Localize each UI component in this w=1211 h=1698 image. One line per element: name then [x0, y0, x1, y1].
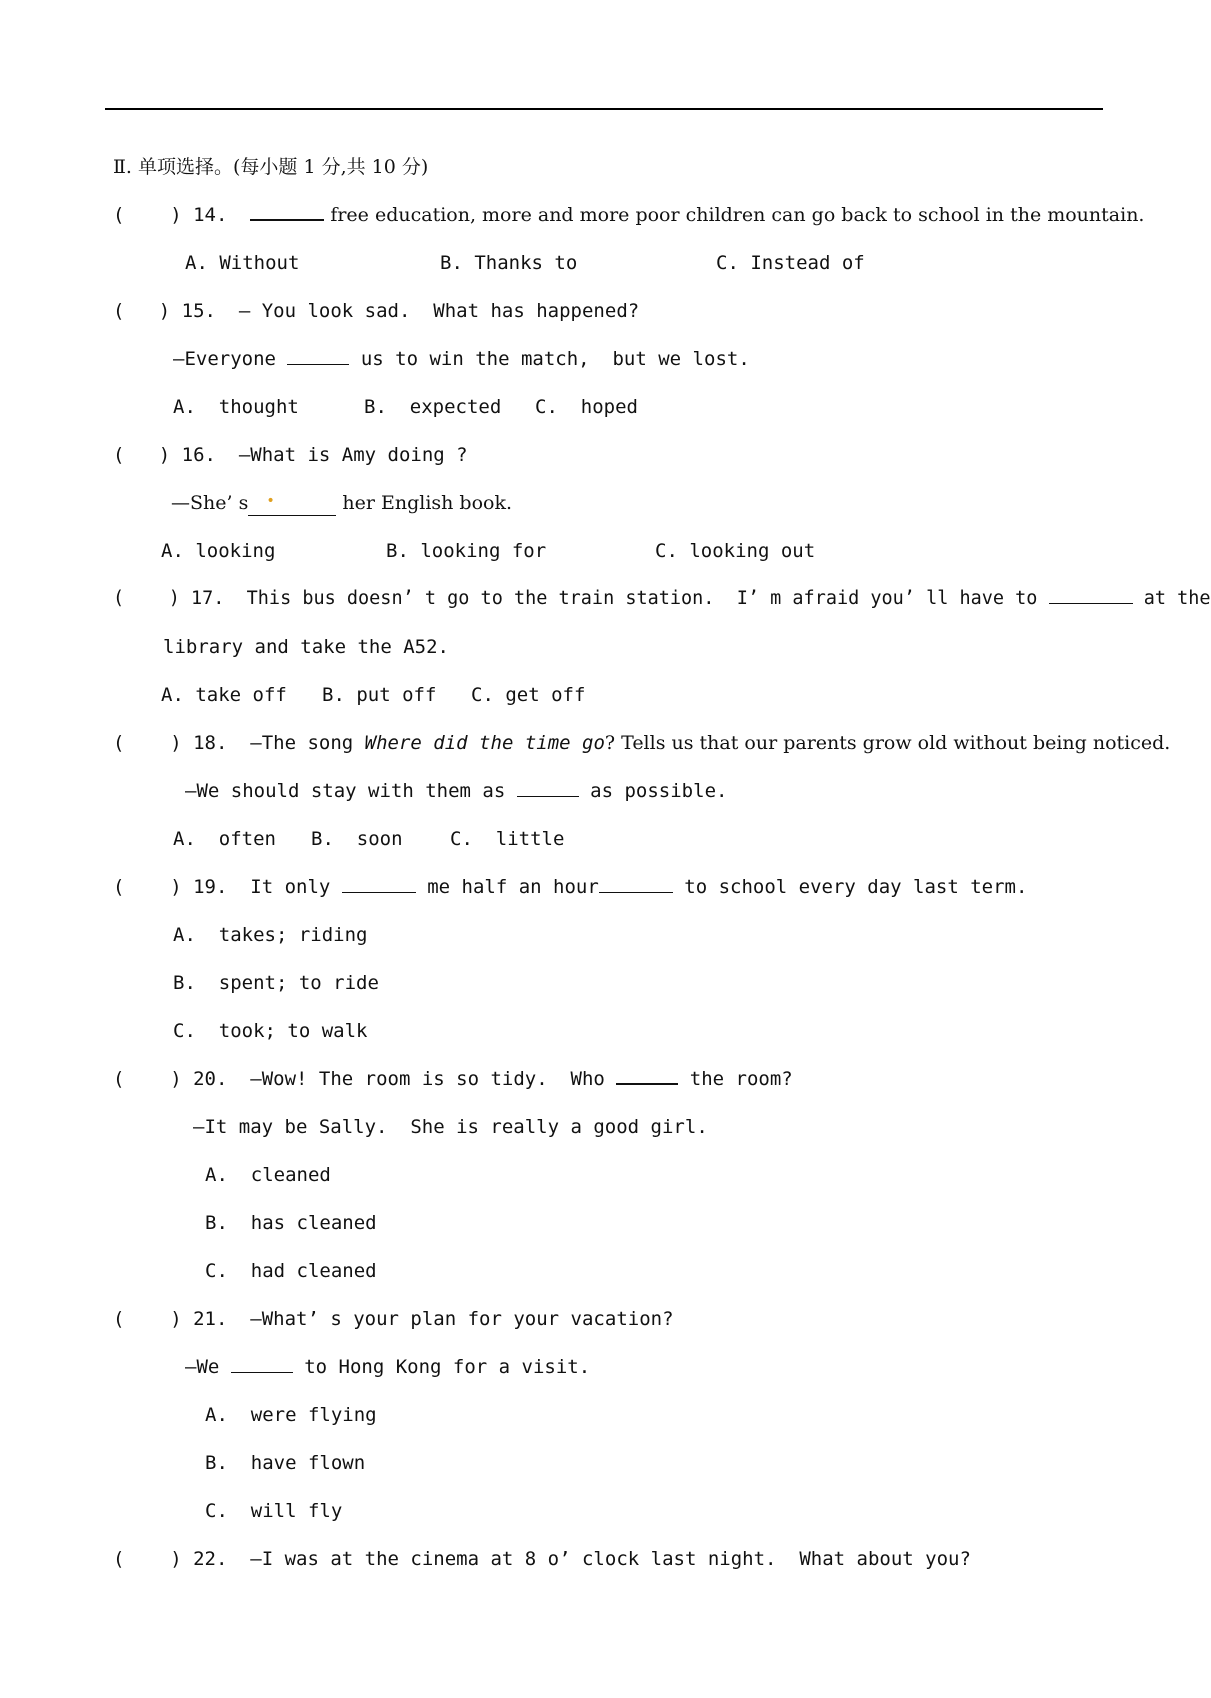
- answer-blank[interactable]: [287, 364, 349, 365]
- q14-option-c[interactable]: C. Instead of: [716, 252, 865, 274]
- answer-blank[interactable]: [517, 796, 579, 797]
- answer-blank[interactable]: [248, 491, 336, 516]
- question-21-reply: —We to Hong Kong for a visit.: [185, 1356, 591, 1378]
- q19-option-b[interactable]: B. spent; to ride: [173, 972, 379, 994]
- song-title: Where did the time go: [364, 732, 605, 754]
- q16-option-b[interactable]: B. looking for: [386, 540, 547, 562]
- question-14-number: ( ) 14.: [113, 204, 251, 226]
- q18-option-c[interactable]: C. little: [450, 828, 565, 850]
- q17-option-a[interactable]: A. take off: [161, 684, 287, 706]
- question-17-continuation: library and take the A52.: [163, 636, 449, 658]
- q21-option-b[interactable]: B. have flown: [205, 1452, 366, 1474]
- question-16-reply: —She’ s • her English book.: [171, 491, 512, 516]
- highlight-mark: •: [266, 493, 275, 509]
- q17-option-c[interactable]: C. get off: [471, 684, 586, 706]
- question-16: ( ) 16. —What is Amy doing ?: [113, 444, 468, 466]
- question-21: ( ) 21. —What’ s your plan for your vacation?: [113, 1308, 674, 1330]
- answer-blank[interactable]: [616, 1083, 678, 1085]
- section-title: Ⅱ. 单项选择。(每小题 1 分,共 10 分): [113, 156, 429, 178]
- q16-option-c[interactable]: C. looking out: [655, 540, 816, 562]
- q14-option-b[interactable]: B. Thanks to: [440, 252, 578, 274]
- question-14-stem: free education, more and more poor children can go back to school in the mountain.: [324, 204, 1145, 226]
- answer-blank[interactable]: [599, 892, 673, 893]
- q15-option-a[interactable]: A. thought: [173, 396, 299, 418]
- question-15: ( ) 15. — You look sad. What has happened?: [113, 300, 640, 322]
- q15-option-b[interactable]: B. expected: [364, 396, 502, 418]
- q20-option-b[interactable]: B. has cleaned: [205, 1212, 377, 1234]
- q21-option-a[interactable]: A. were flying: [205, 1404, 377, 1426]
- q17-option-b[interactable]: B. put off: [322, 684, 437, 706]
- q19-option-a[interactable]: A. takes; riding: [173, 924, 368, 946]
- q19-option-c[interactable]: C. took; to walk: [173, 1020, 368, 1042]
- question-22: ( ) 22. —I was at the cinema at 8 o’ clock last night. What about you?: [113, 1548, 971, 1570]
- question-19: ( ) 19. It only me half an hour to school every day last term.: [113, 876, 1028, 898]
- q15-option-c[interactable]: C. hoped: [535, 396, 638, 418]
- q21-option-c[interactable]: C. will fly: [205, 1500, 343, 1522]
- question-18: ( ) 18. —The song Where did the time go? Tells us that our parents grow old without being noticed.: [113, 732, 1171, 754]
- question-20: ( ) 20. —Wow! The room is so tidy. Who the room?: [113, 1068, 793, 1090]
- answer-blank[interactable]: [250, 219, 324, 221]
- answer-blank[interactable]: [342, 892, 416, 893]
- answer-blank[interactable]: [1049, 603, 1133, 604]
- q18-option-b[interactable]: B. soon: [311, 828, 403, 850]
- question-14: [113, 203, 1144, 227]
- question-17: ( ) 17. This bus doesn’ t go to the train station. I’ m afraid you’ ll have to at the: [113, 588, 1211, 609]
- q20-option-c[interactable]: C. had cleaned: [205, 1260, 377, 1282]
- q20-option-a[interactable]: A. cleaned: [205, 1164, 331, 1186]
- question-18-reply: —We should stay with them as as possible.: [185, 780, 728, 802]
- q14-option-a[interactable]: A. Without: [185, 252, 300, 274]
- question-15-reply: —Everyone us to win the match, but we lost.: [173, 348, 750, 370]
- q18-option-a[interactable]: A. often: [173, 828, 276, 850]
- q16-option-a[interactable]: A. looking: [161, 540, 276, 562]
- header-rule: [105, 108, 1103, 110]
- answer-blank[interactable]: [231, 1372, 293, 1373]
- question-20-reply: —It may be Sally. She is really a good girl.: [193, 1116, 708, 1138]
